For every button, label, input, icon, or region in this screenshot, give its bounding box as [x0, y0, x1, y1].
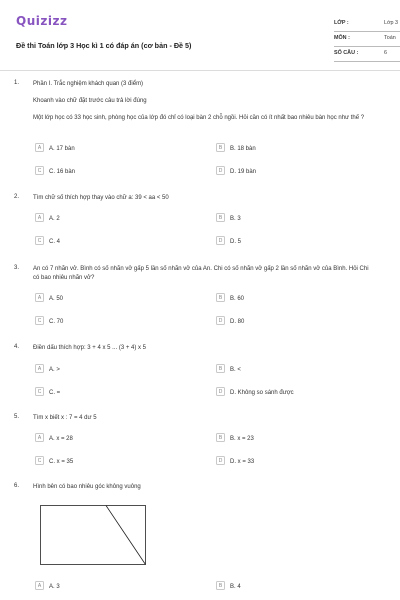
option-letter-box: C [35, 166, 44, 175]
option-letter-box: B [216, 293, 225, 302]
figure-diagonal [106, 506, 146, 565]
option-letter-box: A [35, 433, 44, 442]
meta-value: Toán [384, 35, 396, 41]
question-number: 4. [14, 344, 20, 350]
option-letter-box: B [216, 213, 225, 222]
option-text: D. Không so sánh được [230, 390, 294, 396]
option-text: D. 80 [230, 319, 245, 325]
page-title: Đề thi Toán lớp 3 Học kì 1 có đáp án (cơ bản - Đề 5) [16, 41, 192, 50]
meta-value: Lớp 3 [384, 20, 399, 26]
option-text: C. = [49, 390, 61, 396]
option-text: A. 50 [49, 296, 64, 302]
option-letter-box: D [216, 456, 225, 465]
option-letter-box: A [35, 364, 44, 373]
option-text: A. 2 [49, 216, 60, 222]
question-text: Điền dấu thích hợp: 3 + 4 x 5 ... (3 + 4) x 5 [33, 345, 146, 351]
option-letter-box: B [216, 581, 225, 590]
option-text: A. 17 bàn [49, 146, 75, 152]
meta-row-class [334, 17, 400, 32]
option-letter-box: A [35, 143, 44, 152]
option-text: B. 4 [230, 584, 241, 590]
quizizz-logo: Quizizz [16, 14, 68, 28]
option-text: D. 5 [230, 239, 242, 245]
option-text: B. x = 23 [230, 436, 254, 442]
option-letter-box: C [35, 236, 44, 245]
option-text: C. 16 bàn [49, 169, 76, 175]
question-number: 2. [14, 194, 20, 200]
meta-key: MÔN : [334, 35, 350, 41]
question-text: An có 7 nhãn vở. Bình có số nhãn vở gấp 5 lần số nhãn vở của An. Chi có số nhãn vở gấp 2 lần số nhãn vở của Bình. Hỏi Chi có bao nhiêu nhãn vở? [33, 266, 369, 281]
option-text: A. > [49, 367, 60, 373]
question-number: 3. [14, 265, 20, 271]
option-letter-box: A [35, 581, 44, 590]
figure-rectangle [41, 506, 146, 565]
option-text: A. 3 [49, 584, 60, 590]
option-text: C. 70 [49, 319, 64, 325]
header-divider [0, 70, 400, 71]
rectangle-diagonal-figure [40, 505, 146, 565]
option-text: D. 19 bàn [230, 169, 257, 175]
question-text: Một lớp học có 33 học sinh, phòng học của lớp đó chỉ có loại bàn 2 chỗ ngồi. Hỏi cần có ít nhất bao nhiêu bàn học như thế ? [33, 115, 365, 121]
question-text: Tìm x biết x : 7 = 4 dư 5 [33, 415, 97, 421]
question-text: Hình bên có bao nhiêu góc không vuông [33, 484, 141, 490]
option-text: B. 60 [230, 296, 245, 302]
option-letter-box: A [35, 213, 44, 222]
worksheet-meta [334, 17, 400, 62]
question-text: Tìm chữ số thích hợp thay vào chữ a: 39 < aa < 50 [33, 195, 169, 201]
meta-key: SỐ CÂU : [334, 50, 359, 56]
question-number: 5. [14, 414, 20, 420]
option-letter-box: D [216, 387, 225, 396]
option-text: C. 4 [49, 239, 61, 245]
question-text: Phần I. Trắc nghiệm khách quan (3 điểm) [33, 81, 144, 87]
meta-value: 6 [384, 50, 387, 56]
option-text: D. x = 33 [230, 459, 255, 465]
meta-row-count [334, 47, 400, 62]
option-text: B. 18 bàn [230, 146, 256, 152]
option-letter-box: B [216, 433, 225, 442]
option-text: B. < [230, 367, 241, 373]
option-letter-box: C [35, 456, 44, 465]
option-text: C. x = 35 [49, 459, 74, 465]
option-letter-box: D [216, 236, 225, 245]
option-letter-box: D [216, 316, 225, 325]
option-letter-box: C [35, 316, 44, 325]
question-number: 1. [14, 80, 20, 86]
worksheet-header [16, 10, 399, 66]
meta-key: LỚP : [334, 20, 349, 26]
option-text: B. 3 [230, 216, 241, 222]
option-letter-box: D [216, 166, 225, 175]
question-text: Khoanh vào chữ đặt trước câu trả lời đúng [33, 98, 147, 104]
option-letter-box: B [216, 364, 225, 373]
question-number: 6. [14, 483, 20, 489]
option-letter-box: C [35, 387, 44, 396]
option-letter-box: A [35, 293, 44, 302]
option-letter-box: B [216, 143, 225, 152]
option-text: A. x = 28 [49, 436, 73, 442]
meta-row-subject [334, 32, 400, 47]
